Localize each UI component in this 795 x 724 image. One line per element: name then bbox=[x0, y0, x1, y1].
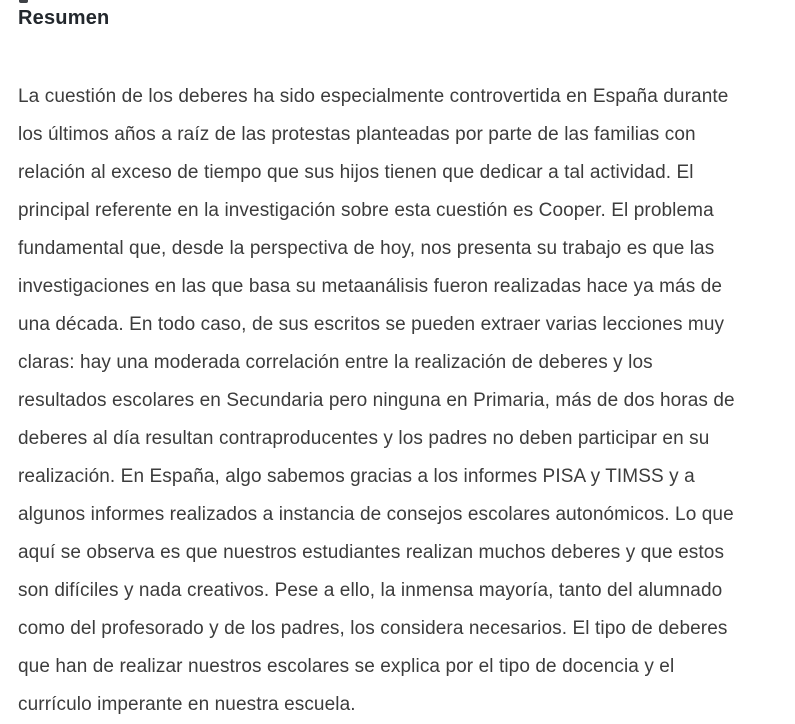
text-line: algunos informes realizados a instancia de consejos escolares autonómicos. Lo que bbox=[18, 504, 734, 525]
text-line: que han de realizar nuestros escolares se explica por el tipo de docencia y el bbox=[18, 656, 675, 677]
text-line: investigaciones en las que basa su metaanálisis fueron realizadas hace ya más de bbox=[18, 276, 723, 297]
text-line: fundamental que, desde la perspectiva de hoy, nos presenta su trabajo es que las bbox=[18, 238, 715, 259]
abstract-paragraph bbox=[18, 78, 788, 724]
text-line: como del profesorado y de los padres, los considera necesarios. El tipo de deberes bbox=[18, 618, 728, 639]
text-line: relación al exceso de tiempo que sus hijos tienen que dedicar a tal actividad. El bbox=[18, 162, 694, 183]
text-line: claras: hay una moderada correlación entre la realización de deberes y los bbox=[18, 352, 653, 373]
text-line: realización. En España, algo sabemos gracias a los informes PISA y TIMSS y a bbox=[18, 466, 695, 487]
text-line: los últimos años a raíz de las protestas planteadas por parte de las familias con bbox=[18, 124, 696, 145]
text-line: currículo imperante en nuestra escuela. bbox=[18, 694, 356, 715]
page-title: Resumen bbox=[18, 7, 110, 29]
text-line: La cuestión de los deberes ha sido especialmente controvertida en España durante bbox=[18, 86, 729, 107]
clipped-element-fragment bbox=[19, 0, 28, 3]
text-line: aquí se observa es que nuestros estudiantes realizan muchos deberes y que estos bbox=[18, 542, 725, 563]
text-line: una década. En todo caso, de sus escritos se pueden extraer varias lecciones muy bbox=[18, 314, 725, 335]
text-line: son difíciles y nada creativos. Pese a ello, la inmensa mayoría, tanto del alumnado bbox=[18, 580, 723, 601]
text-line: principal referente en la investigación sobre esta cuestión es Cooper. El problema bbox=[18, 200, 714, 221]
text-line: resultados escolares en Secundaria pero ninguna en Primaria, más de dos horas de bbox=[18, 390, 735, 411]
text-line: deberes al día resultan contraproducentes y los padres no deben participar en su bbox=[18, 428, 710, 449]
